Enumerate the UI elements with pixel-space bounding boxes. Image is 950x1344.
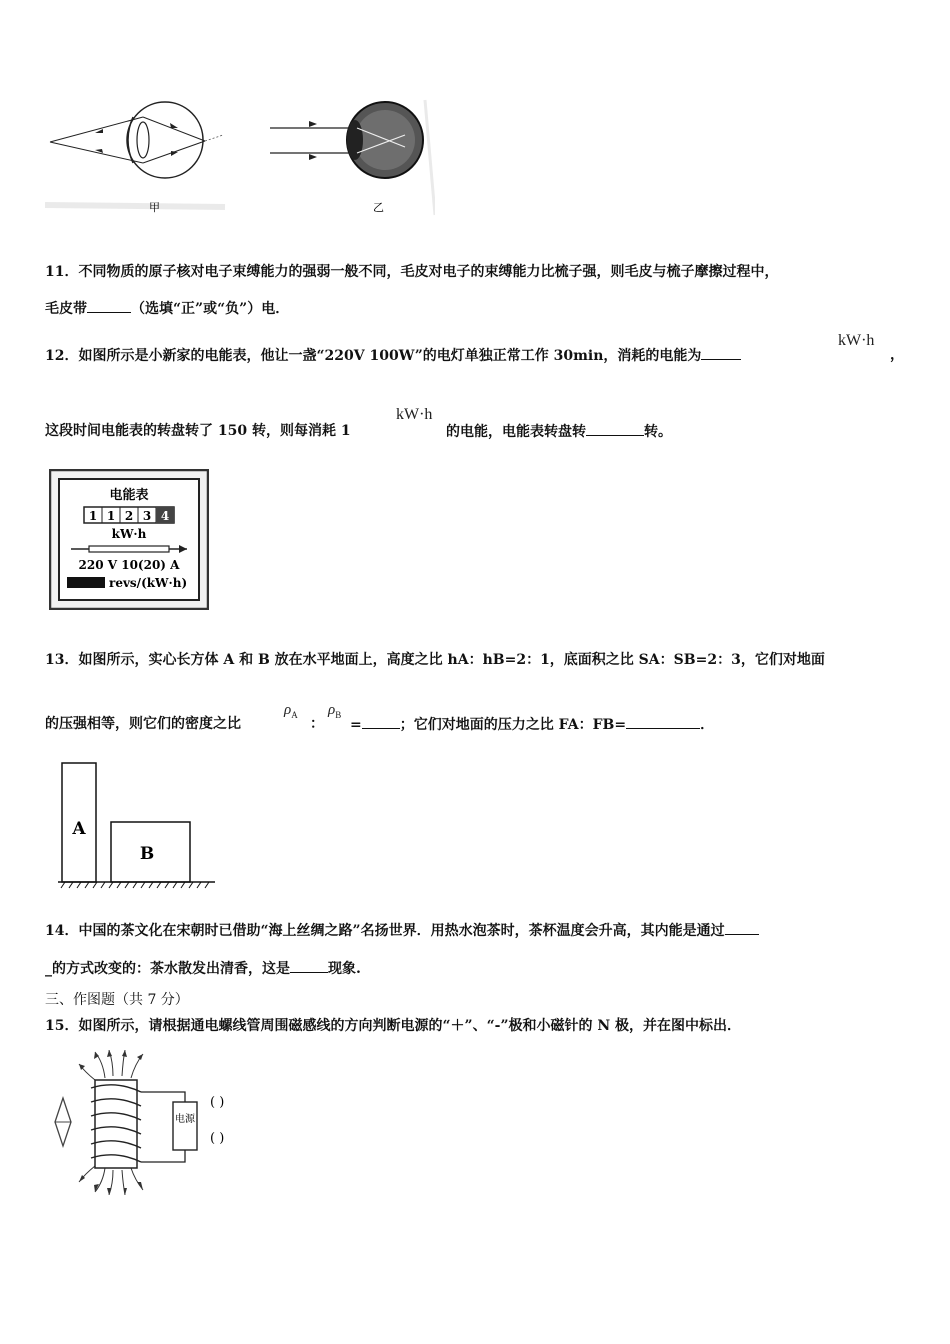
q11-text-b: （选填“正”或“负”）电． (131, 301, 290, 317)
q13-force-blank[interactable] (626, 714, 700, 729)
q13-line1: 13．如图所示，实心长方体 A 和 B 放在水平地面上，高度之比 hA：hB=2：1，底面积之比 SA：SB=2：3，它们对地面 (45, 652, 825, 668)
q11-text-a: 毛皮带 (45, 301, 87, 317)
q12-text-c: 的电能，电能表转盘转 (446, 424, 586, 440)
q14-text-c: 现象. (328, 961, 361, 977)
q13-line2-cont (350, 714, 714, 735)
q14-line1 (45, 920, 759, 941)
meter-unit: kW·h (111, 527, 147, 541)
q12-line1 (45, 345, 741, 366)
polarity-bracket-bottom[interactable]: ( ) (210, 1131, 225, 1146)
q11-line1: 11．不同物质的原子核对电子束缚能力的强弱一般不同，毛皮对电子的束缚能力比梳子强，则毛皮与梳子摩擦过程中， (45, 264, 779, 280)
q12-comma: ， (890, 347, 904, 363)
meter-digit-5: 4 (160, 509, 170, 523)
meter-title: 电能表 (109, 488, 149, 503)
block-b-label: B (139, 844, 155, 864)
solenoid-figure (45, 1050, 245, 1195)
q13-rho-a: $\rho_A$ (284, 702, 298, 720)
power-source-label: 电源 (175, 1114, 195, 1125)
q12-line2-cont (446, 421, 672, 442)
eye-label-jia: 甲 (149, 201, 160, 214)
q12-line2 (45, 421, 351, 441)
q13-colon: ： (310, 716, 324, 732)
q12-unit-kwh-1: kW·h (838, 332, 875, 349)
meter-revs: revs/(kW·h) (109, 576, 188, 590)
q13-density-blank[interactable] (362, 714, 400, 729)
electric-meter-figure (49, 469, 209, 610)
q11-line2 (45, 298, 289, 319)
eye-label-yi: 乙 (373, 201, 384, 214)
q15-line1: 15．如图所示，请根据通电螺线管周围磁感线的方向判断电源的“＋”、“-”极和小磁针的 N 极，并在图中标出． (45, 1018, 742, 1034)
section-3-heading: 三、作图题（共 7 分） (45, 992, 189, 1008)
magnetic-needle (55, 1098, 71, 1146)
q13-line2 (45, 714, 241, 734)
blocks-figure (55, 760, 220, 890)
q12-text-b: 这段时间电能表的转盘转了 150 转，则每消耗 1 (45, 423, 351, 439)
eye-diagram-yi (270, 100, 435, 215)
meter-digit-2: 1 (106, 509, 116, 523)
q11-answer-blank[interactable] (87, 298, 131, 313)
q14-blank-1[interactable] (725, 920, 759, 935)
power-source (173, 1102, 197, 1150)
q12-text-d: 转。 (644, 424, 672, 440)
q13-text-a: 的压强相等，则它们的密度之比 (45, 716, 241, 732)
q12-energy-blank[interactable] (701, 345, 741, 360)
q12-unit-kwh-2: kW·h (396, 406, 433, 423)
q14-blank-2[interactable] (290, 958, 328, 973)
eye-diagram-jia (45, 102, 225, 214)
q13-text-c: ；它们对地面的压力之比 FA：FB= (399, 717, 627, 733)
q12-revs-blank[interactable] (586, 421, 644, 436)
meter-digit-1: 1 (88, 509, 98, 523)
q14-line2 (45, 958, 361, 979)
meter-rating: 220 V 10(20) A (78, 558, 180, 572)
ground (58, 882, 215, 888)
q14-text-a: 14．中国的茶文化在宋朝时已借助“海上丝绸之路”名扬世界．用热水泡茶时，茶杯温度会升高，其内能是通过 (45, 923, 725, 939)
q13-text-b: = (350, 717, 362, 733)
meter-digit-4: 3 (142, 509, 152, 523)
block-a-label: A (72, 819, 86, 839)
q14-text-b: _的方式改变的：茶水散发出清香，这是 (45, 961, 290, 977)
eye-figure (45, 95, 435, 220)
q13-text-d: ． (700, 717, 715, 733)
q13-rho-b: $\rho_B$ (328, 702, 342, 720)
q12-text-a: 12．如图所示是小新家的电能表，他让一盏“220V 100W”的电灯单独正常工作 30min，消耗的电能为 (45, 348, 702, 364)
polarity-bracket-top[interactable]: ( ) (210, 1095, 225, 1110)
meter-digit-3: 2 (124, 509, 134, 523)
